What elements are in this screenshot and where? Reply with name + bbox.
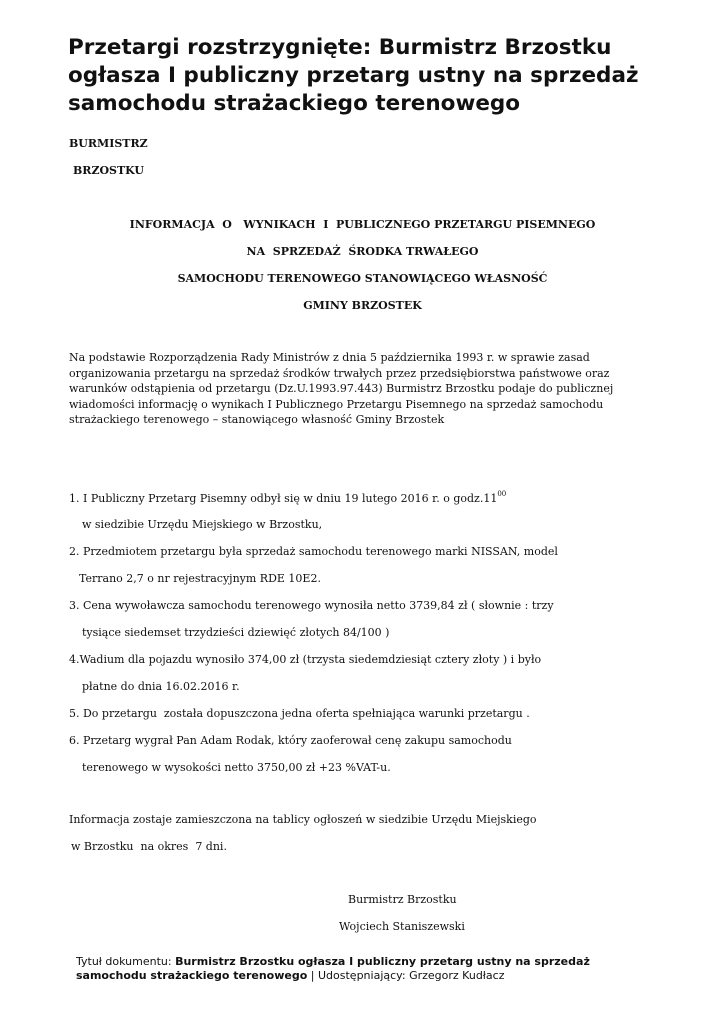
list-item: 6. Przetarg wygrał Pan Adam Rodak, który zaoferował cenę zakupu samochodu xyxy=(69,734,512,747)
page-title: Przetargi rozstrzygnięte: Burmistrz Brzostku ogłasza I publiczny przetarg ustny na sprzedaż samochodu strażackiego terenowego xyxy=(68,35,639,116)
list-item: 2. Przedmiotem przetargu była sprzedaż samochodu terenowego marki NISSAN, model xyxy=(69,545,558,558)
list-item-continuation: terenowego w wysokości netto 3750,00 zł +23 %VAT-u. xyxy=(82,761,391,774)
heading-line-4: GMINY BRZOSTEK xyxy=(303,299,422,312)
footer-label: Tytuł dokumentu: xyxy=(76,955,172,968)
notice-line-2: w Brzostku na okres 7 dni. xyxy=(71,840,227,853)
heading-line-2: NA SPRZEDAŻ ŚRODKA TRWAŁEGO xyxy=(246,245,479,258)
notice-line-1: Informacja zostaje zamieszczona na tablicy ogłoszeń w siedzibie Urzędu Miejskiego xyxy=(69,813,537,826)
heading-line-3: SAMOCHODU TERENOWEGO STANOWIĄCEGO WŁASNOŚĆ xyxy=(177,272,548,285)
list-item-continuation: płatne do dnia 16.02.2016 r. xyxy=(82,680,240,693)
intro-paragraph: Na podstawie Rozporządzenia Rady Ministrów z dnia 5 października 1993 r. w sprawie zasad organizowania przetargu na sprzedaż środków trwałych przez przedsiębiorstwa państwowe oraz warunków odstąpienia od przetargu (Dz.U.1993.97.443) Burmistrz Brzostku podaje do publicznej wiadomości informację o wynikach I Publicznego Przetargu Pisemnego na sprzedaż samochodu strażackiego terenowego – stanowiącego własność Gminy Brzostek xyxy=(69,351,614,426)
heading-line-1: INFORMACJA O WYNIKACH I PUBLICZNEGO PRZETARGU PISEMNEGO xyxy=(129,218,596,231)
hour-superscript: 00 xyxy=(497,490,507,498)
footer-publisher: Grzegorz Kudłacz xyxy=(409,969,505,982)
header-line-1: BURMISTRZ xyxy=(69,137,148,150)
list-item xyxy=(69,490,506,505)
signature-title: Burmistrz Brzostku xyxy=(348,893,457,906)
document-footer xyxy=(76,955,646,983)
list-item: 4.Wadium dla pojazdu wynosiło 374,00 zł (trzysta siedemdziesiąt cztery złoty ) i było xyxy=(69,653,542,666)
header-line-2: BRZOSTKU xyxy=(73,164,144,177)
list-item-continuation: Terrano 2,7 o nr rejestracyjnym RDE 10E2. xyxy=(79,572,321,585)
signature-name: Wojciech Staniszewski xyxy=(339,920,465,933)
footer-doc-title: Burmistrz Brzostku ogłasza I publiczny przetarg ustny na sprzedaż samochodu strażackiego terenowego xyxy=(76,955,590,982)
list-item-continuation: w siedzibie Urzędu Miejskiego w Brzostku, xyxy=(82,518,323,531)
footer-publisher-label: Udostępniający: xyxy=(318,969,406,982)
footer-separator: | xyxy=(307,969,318,982)
list-item-continuation: tysiące siedemset trzydzieści dziewięć złotych 84/100 ) xyxy=(82,626,390,639)
list-item: 5. Do przetargu została dopuszczona jedna oferta spełniająca warunki przetargu . xyxy=(69,707,530,720)
list-item-text: 1. I Publiczny Przetarg Pisemny odbył się w dniu 19 lutego 2016 r. o godz.11 xyxy=(69,492,498,505)
list-item: 3. Cena wywoławcza samochodu terenowego wynosiła netto 3739,84 zł ( słownie : trzy xyxy=(69,599,554,612)
